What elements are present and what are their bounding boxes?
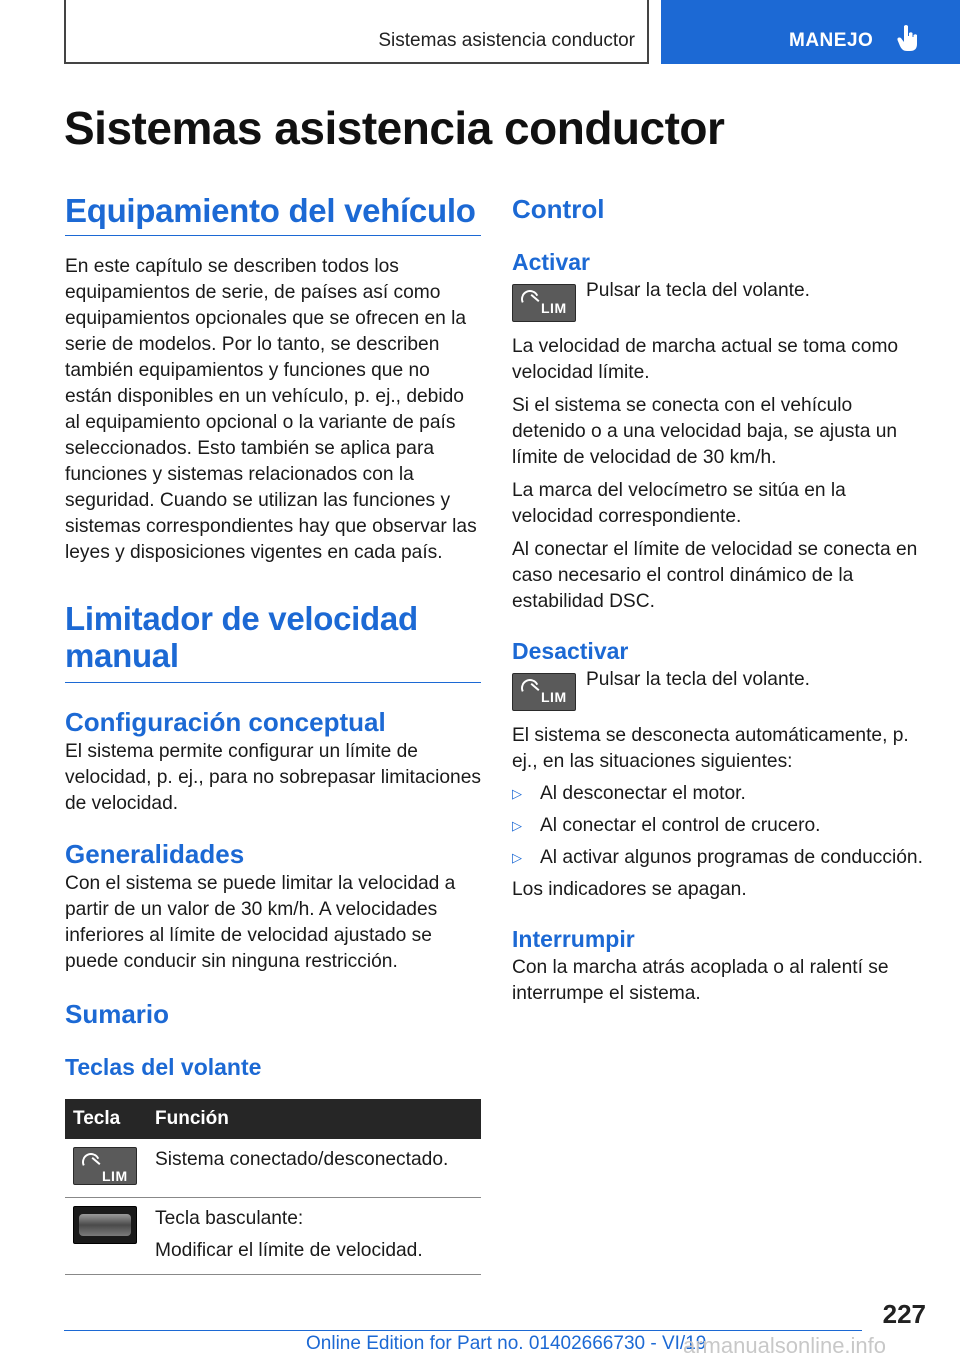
list-item-text: Al desconectar el motor.	[540, 783, 746, 804]
table-row	[65, 1139, 481, 1198]
function-text: Sistema conectado/desconectado.	[155, 1149, 449, 1170]
function-text-secondary: Modificar el límite de velocidad.	[155, 1240, 423, 1261]
lim-button-icon: LIM	[73, 1147, 137, 1185]
header-chapter-label: MANEJO	[789, 30, 874, 51]
list-item-text: Al activar algunos programas de conducción.	[540, 847, 923, 868]
header-section-title: Sistemas asistencia conductor	[378, 30, 635, 51]
activate-text-1: La velocidad de marcha actual se toma como velocidad límite.	[512, 336, 899, 383]
concept-heading: Configuración conceptual	[65, 707, 386, 737]
activate-heading: Activar	[512, 249, 590, 275]
table-header-function: Función	[147, 1099, 481, 1139]
footer-divider	[64, 1330, 862, 1331]
table-header-key: Tecla	[65, 1099, 147, 1139]
concept-text: El sistema permite configurar un límite de velocidad, p. ej., para no sobrepasar limitaciones de velocidad.	[65, 741, 481, 814]
list-item-text: Al conectar el control de crucero.	[540, 815, 821, 836]
summary-heading: Sumario	[65, 999, 170, 1029]
page-title: Sistemas asistencia conductor	[64, 102, 725, 154]
activate-text-3: La marca del velocímetro se sitúa en la velocidad correspondiente.	[512, 480, 846, 527]
equipment-heading: Equipamiento del vehículo	[65, 192, 481, 236]
interrupt-heading: Interrumpir	[512, 926, 635, 952]
triangle-bullet-icon: ▷	[512, 850, 522, 865]
rocker-switch-icon	[73, 1206, 137, 1244]
deactivate-heading: Desactivar	[512, 638, 629, 664]
triangle-bullet-icon: ▷	[512, 818, 522, 833]
header-chapter-tab[interactable]	[661, 0, 960, 64]
function-text: Tecla basculante:	[155, 1208, 304, 1229]
footer-edition: Online Edition for Part no. 01402666730 - VI/19	[306, 1333, 707, 1354]
table-cell-key	[65, 1139, 147, 1198]
left-column	[65, 192, 481, 1275]
equipment-text: En este capítulo se describen todos los equipamientos de serie, de países así como equipamientos opcionales que se ofrecen en la serie de modelos. Por lo tanto, se describen también equipamientos y funciones que no están disponibles en un vehículo, p. ej., debido al equipamiento opcional o la variante de país seleccionados. Esto también se aplica para funciones y sistemas relacionados con la seguridad. Cuando se utilizan las funciones y sistemas correspondientes hay que observar las leyes y disposiciones vigentes en cada país.	[65, 256, 477, 563]
general-heading: Generalidades	[65, 839, 245, 869]
list-item	[512, 813, 930, 839]
watermark: armanualsonline.info	[683, 1333, 887, 1358]
lim-button-icon: LIM	[512, 673, 576, 711]
hand-pointer-icon	[897, 24, 919, 52]
table-cell-function	[147, 1139, 481, 1198]
interrupt-text: Con la marcha atrás acoplada o al ralentí se interrumpe el sistema.	[512, 957, 889, 1004]
table-header-row	[65, 1099, 481, 1139]
page-number: 227	[882, 1299, 926, 1329]
table-cell-function	[147, 1198, 481, 1275]
general-text: Con el sistema se puede limitar la velocidad a partir de un valor de 30 km/h. A velocidades inferiores al límite de velocidad ajustado se puede conducir sin ninguna restricción.	[65, 873, 456, 972]
lim-button-icon: LIM	[512, 284, 576, 322]
header-section-box	[64, 0, 649, 64]
list-item	[512, 781, 930, 807]
deactivate-key-row	[512, 669, 930, 711]
activate-key-row	[512, 280, 930, 322]
right-column	[512, 192, 930, 1007]
activate-key-text: Pulsar la tecla del volante.	[586, 280, 810, 301]
list-item	[512, 845, 930, 871]
limiter-heading: Limitador de velocidad manual	[65, 600, 481, 683]
activate-text-4: Al conectar el límite de velocidad se conecta en caso necesario el control dinámico de la estabilidad DSC.	[512, 539, 918, 612]
deactivate-key-text: Pulsar la tecla del volante.	[586, 669, 810, 690]
deactivate-text-1: El sistema se desconecta automáticamente, p. ej., en las situaciones siguientes:	[512, 725, 909, 772]
table-row	[65, 1198, 481, 1275]
wheel-keys-heading: Teclas del volante	[65, 1054, 262, 1080]
activate-text-2: Si el sistema se conecta con el vehículo detenido o a una velocidad baja, se ajusta un límite de velocidad de 30 km/h.	[512, 395, 898, 468]
deactivate-text-2: Los indicadores se apagan.	[512, 879, 747, 900]
wheel-keys-table	[65, 1099, 481, 1275]
table-cell-key	[65, 1198, 147, 1275]
control-heading: Control	[512, 194, 605, 224]
triangle-bullet-icon: ▷	[512, 786, 522, 801]
